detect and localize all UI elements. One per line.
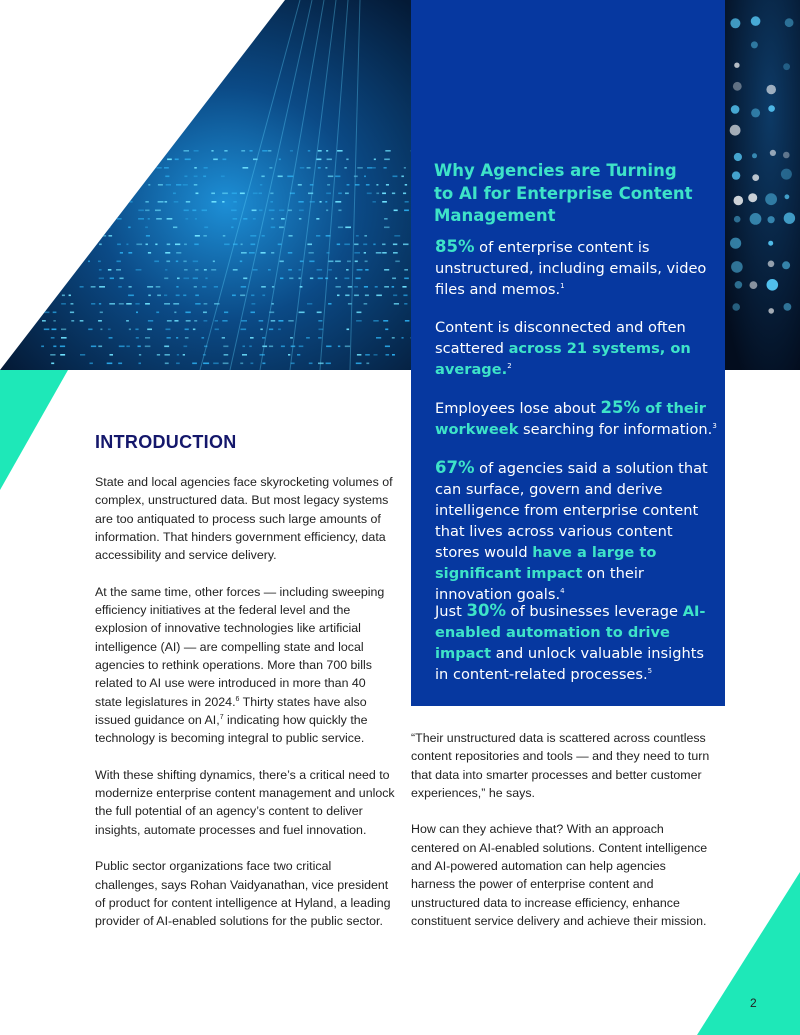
stat-highlight: of their workweek [435,400,706,438]
stat-highlight: 85% [435,237,475,256]
page-number: 2 [750,996,757,1010]
right-column [411,729,711,949]
panel-title: Why Agencies are Turning to AI for Enterprise Content Management [434,161,693,225]
footnote-marker: 1 [560,282,565,290]
footnote-marker: 3 [712,422,717,430]
stat-highlight: have a large to significant impact [435,544,657,582]
intro-paragraph-1: State and local agencies face skyrocketing volumes of complex, unstructured data. But most legacy systems are too antiquated to process such large amounts of information. That hinders government efficiency, data accessibility and service delivery. [95,475,393,563]
footnote-marker: 5 [647,667,653,675]
stat-text: of agencies said a solution that can surface, govern and derive intelligence from enterprise content that lives across various content stores would [435,460,708,561]
stat-text: Employees lose about [435,400,601,417]
intro-column [95,473,395,949]
stat-highlight: 67% [435,458,475,477]
footnote-marker: 4 [560,587,565,595]
teal-accent-left [0,370,68,490]
stat-text: Content is disconnected and often scattered [435,319,686,357]
stat-agency-impact [435,457,720,605]
stat-text: searching for information. [518,421,713,438]
intro-paragraph-3: With these shifting dynamics, there’s a critical need to modernize enterprise content management and unlock the full potential of an agency’s content to deliver insights, automate processes and fuel innovation. [95,767,395,837]
stat-highlight: across 21 systems, on average. [435,340,691,378]
stat-text: Just [435,603,467,620]
stat-highlight: 25% [600,398,640,417]
stat-text: of enterprise content is unstructured, including emails, video files and memos. [435,239,707,298]
hero-image-left [0,0,418,370]
stat-text: on their innovation goals. [435,565,644,603]
quote-paragraph: “Their unstructured data is scattered across countless content repositories and tools — and they need to turn that data into smarter processes and better customer experiences,” he says. [411,731,710,800]
intro-paragraph-4: Public sector organizations face two critical challenges, says Rohan Vaidyanathan, vice president of product for content intelligence at Hyland, a leading provider of AI-enabled solutions for the public sector. [95,859,391,929]
section-heading: INTRODUCTION [95,432,237,452]
stat-unstructured-content [435,236,720,300]
stat-highlight: 30% [466,601,507,620]
stat-ai-automation [435,600,720,685]
stat-disconnected-content [435,317,720,380]
footnote-marker: 2 [507,362,512,370]
teal-accent-bottom-right [697,872,800,1035]
hero-image-right [725,0,800,370]
stat-workweek-lost [435,397,720,440]
stat-text: of businesses leverage [506,603,683,620]
stat-highlight: AI-enabled automation to drive impact [435,603,706,662]
solution-paragraph: How can they achieve that? With an approach centered on AI-enabled solutions. Content intelligence and AI-powered automation can help agencies harness the power of enterprise content and unstructured data to increase efficiency, enhance constituent service delivery and achieve their mission. [411,822,708,928]
stat-text: and unlock valuable insights in content-related processes. [435,645,705,683]
intro-paragraph-2: At the same time, other forces — including sweeping efficiency initiatives at the federal level and the explosion of innovative technologies like artificial intelligence (AI) — are compelling state and local agencies to rethink operations. More than 700 bills related to AI use were introduced in more than 40 state legislatures in 2024.$^6$ Thirty states have also issued guidance on AI,$^7$ indicating how quickly the technology is becoming integral to public service. [95,584,385,746]
